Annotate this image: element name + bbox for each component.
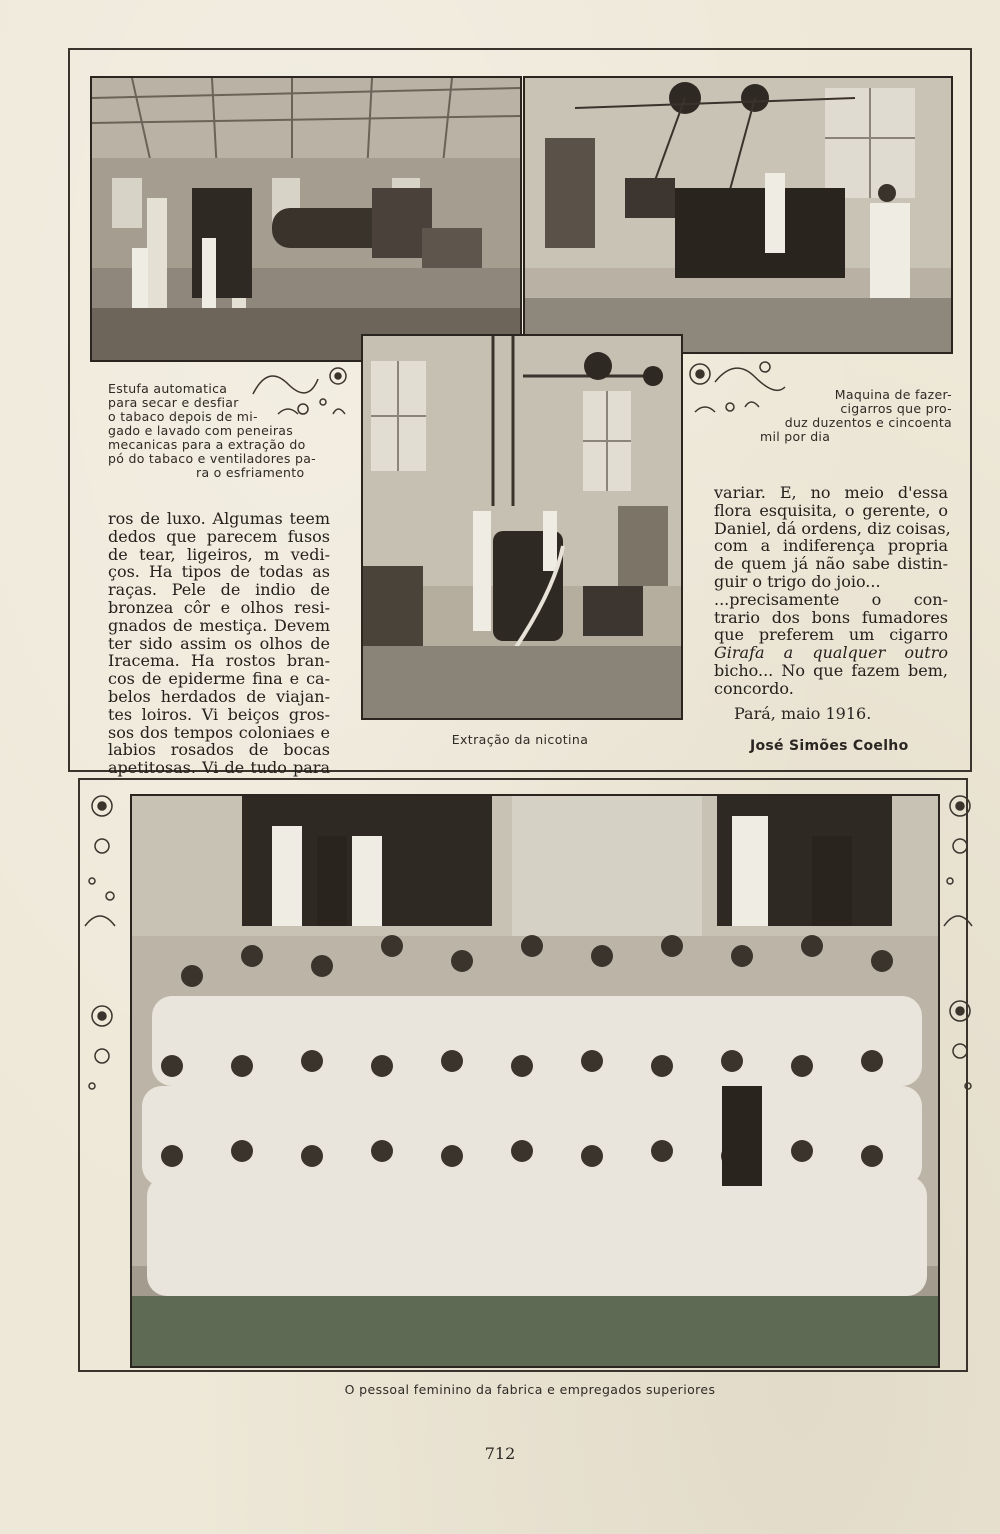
caption-line: gado e lavado com peneiras <box>108 423 294 438</box>
text-line: Iracema. Ha rostos bran- <box>108 651 330 671</box>
caption-line: para secar e desfiar <box>108 395 239 410</box>
caption-line: o tabaco depois de mi- <box>108 409 258 424</box>
text-line: tes loiros. Vi beiços gros- <box>108 704 330 724</box>
right-border-ornament <box>940 786 980 1106</box>
photo-estufa <box>90 76 522 362</box>
text-line: cos de epiderme fina e ca- <box>108 669 330 689</box>
text-line: guir o trigo do joio... <box>714 571 881 591</box>
text-line: Daniel, dá ordens, diz coisas, <box>714 518 951 538</box>
text-line: flora esquisita, o gerente, o <box>714 500 948 520</box>
photo-nicotina <box>361 334 683 720</box>
text-line: belos herdados de viajan- <box>108 686 330 706</box>
dateline: Pará, maio 1916. <box>734 704 872 723</box>
text-line: com a indiferença propria <box>714 536 948 556</box>
caption-pessoal: O pessoal feminino da fabrica e empregados superiores <box>344 1382 716 1397</box>
text-line: trario dos bons fumadores <box>714 607 948 627</box>
text-line: dedos que parecem fusos <box>108 526 330 546</box>
caption-line: ra o esfriamento <box>196 465 305 480</box>
text-line: bicho... No que fazem bem, <box>714 660 948 680</box>
right-text-column <box>714 483 951 698</box>
text-line: de tear, ligeiros, m vedi- <box>108 544 330 564</box>
left-border-ornament <box>80 786 124 1106</box>
text-line: bronzea côr e olhos resi- <box>108 597 330 617</box>
text-line: Girafa a qualquer outro <box>714 643 948 663</box>
photo-maquina <box>523 76 953 354</box>
text-line: raças. Pele de indio de <box>108 580 330 600</box>
caption-line: Maquina de fazer- <box>834 387 952 402</box>
caption-line: duz duzentos e cincoenta <box>784 415 952 430</box>
text-line: de quem já não sabe distin- <box>714 554 948 574</box>
text-line: ros de luxo. Algumas teem <box>108 509 330 528</box>
caption-line: pó do tabaco e ventiladores pa- <box>108 451 316 466</box>
caption-line: Estufa automatica <box>108 381 228 396</box>
caption-line: mecanicas para a extração do <box>108 437 306 452</box>
caption-nicotina: Extração da nicotina <box>451 732 589 747</box>
page-number: 712 <box>484 1444 516 1463</box>
text-line: concordo. <box>714 678 794 698</box>
left-text-column <box>108 510 330 777</box>
photo-group <box>130 794 940 1368</box>
caption-maquina <box>752 388 952 444</box>
text-line: labios rosados de bocas <box>108 740 330 760</box>
text-line: ter sido assim os olhos de <box>108 633 330 653</box>
text-line: ços. Ha tipos de todas as <box>108 562 330 582</box>
caption-line: mil por dia <box>760 429 831 444</box>
caption-estufa <box>108 382 340 480</box>
text-line: sos dos tempos coloniaes e <box>108 722 330 742</box>
author-signature: José Simões Coelho <box>750 738 909 754</box>
caption-line: cigarros que pro- <box>840 401 952 416</box>
text-line: que preferem um cigarro <box>714 625 948 645</box>
text-line: apetitosas. Vi de tudo para <box>108 758 330 778</box>
text-line: ...precisamente o con- <box>714 589 948 609</box>
text-line: variar. E, no meio d'essa <box>714 483 948 502</box>
text-line: gnados de mestiça. Devem <box>108 615 330 635</box>
